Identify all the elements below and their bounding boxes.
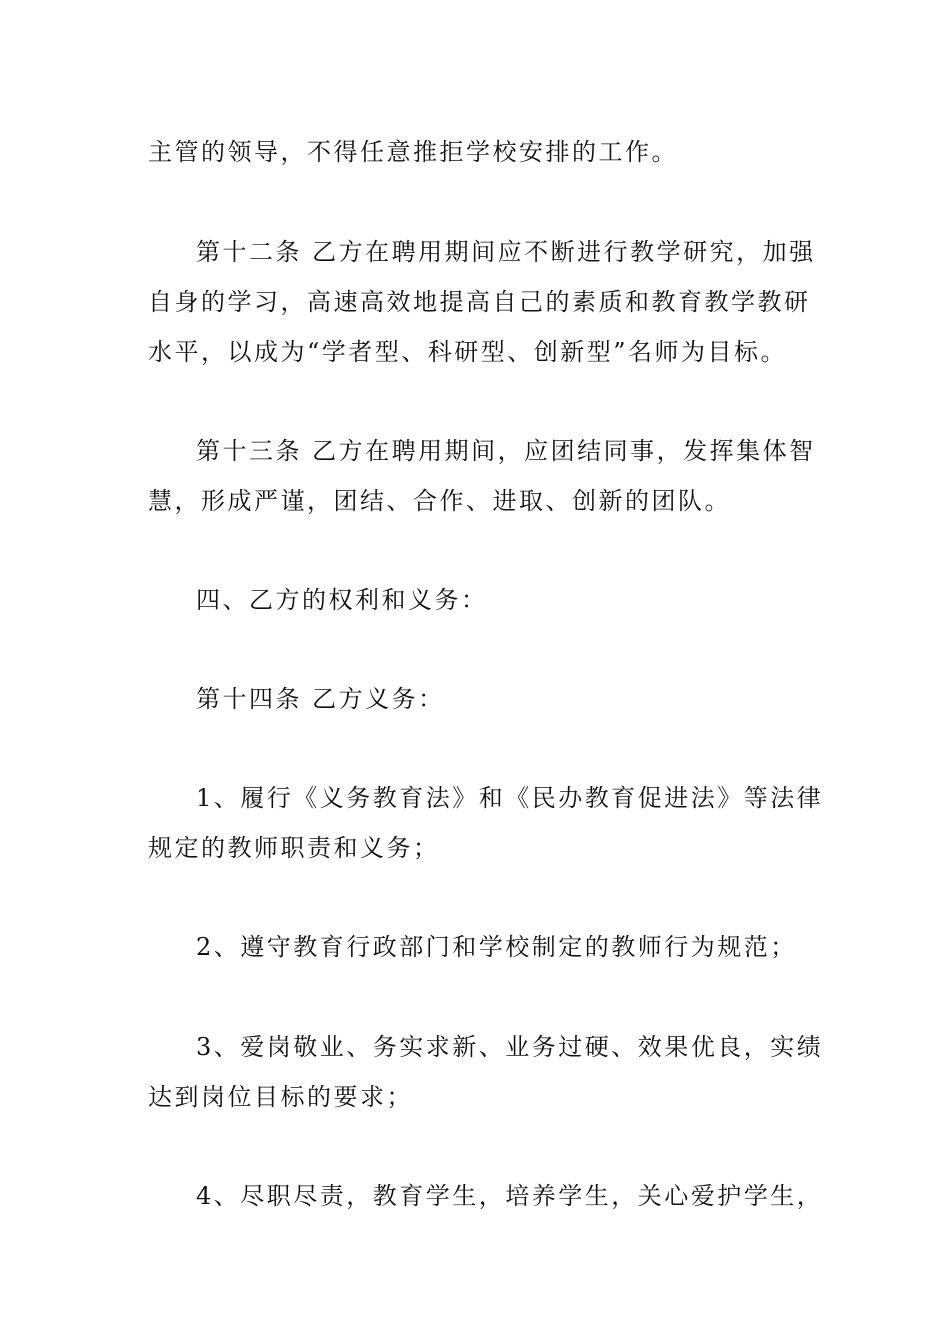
article-13-line-1: 第十三条 乙方在聘用期间，应团结同事，发挥集体智 — [196, 437, 816, 465]
item-1-line-2: 规定的教师职责和义务； — [148, 834, 440, 862]
section-4-heading: 四、乙方的权利和义务： — [196, 586, 488, 614]
article-13-line-2: 慧，形成严谨，团结、合作、进取、创新的团队。 — [148, 487, 731, 515]
item-2-line-1: 2、遵守教育行政部门和学校制定的教师行为规范； — [196, 933, 797, 961]
item-3-line-1: 3、爱岗敬业、务实求新、业务过硬、效果优良，实绩 — [196, 1033, 824, 1061]
item-3-line-2: 达到岗位目标的要求； — [148, 1083, 413, 1111]
article-12-line-2: 自身的学习，高速高效地提高自己的素质和教育教学教研 — [148, 288, 811, 316]
item-4-line-1: 4、尽职尽责，教育学生，培养学生，关心爱护学生， — [196, 1182, 824, 1210]
article-14-heading: 第十四条 乙方义务： — [196, 685, 445, 713]
article-12-line-1: 第十二条 乙方在聘用期间应不断进行教学研究，加强 — [196, 238, 816, 266]
paragraph-continuation-line-1: 主管的领导，不得任意推拒学校安排的工作。 — [148, 138, 678, 166]
article-12-line-3: 水平，以成为“学者型、科研型、创新型”名师为目标。 — [148, 338, 788, 366]
item-1-line-1: 1、履行《义务教育法》和《民办教育促进法》等法律 — [196, 784, 824, 812]
